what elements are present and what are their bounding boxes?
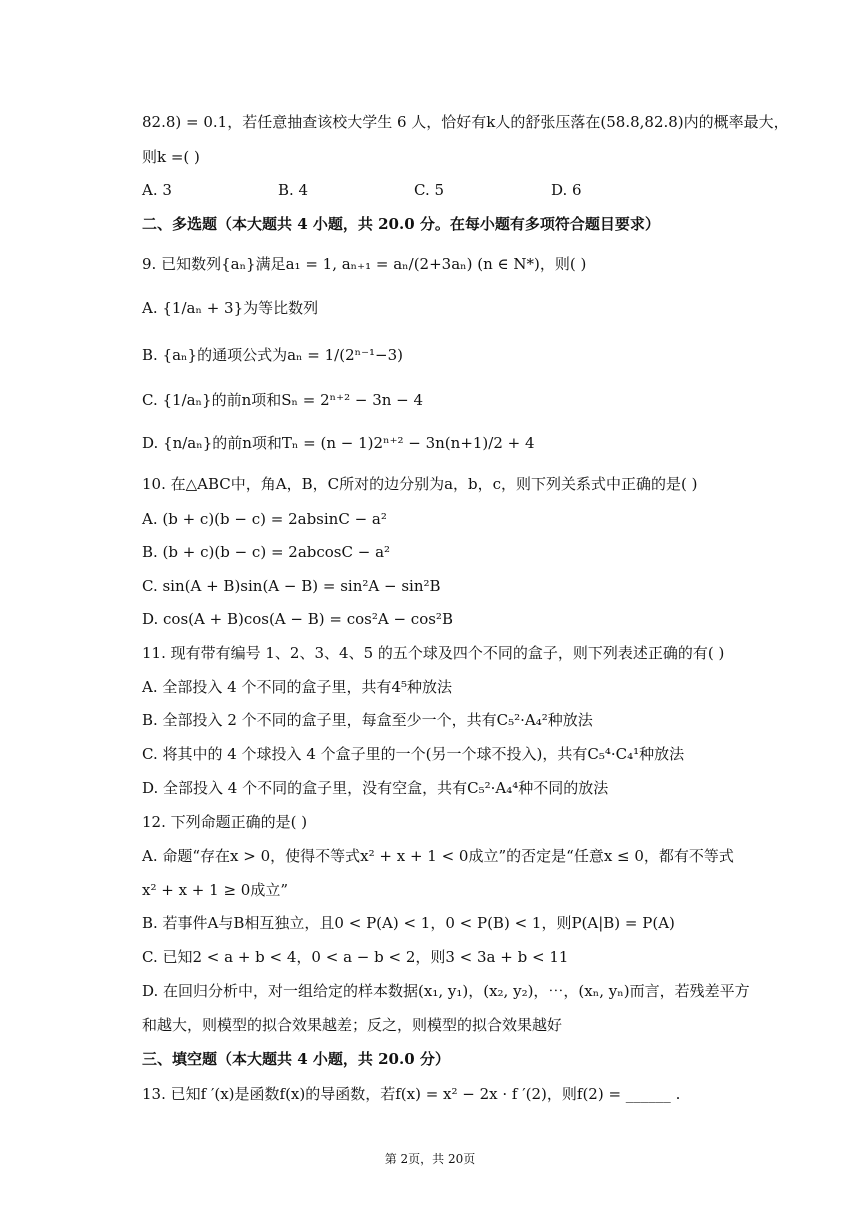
q8-stem-line1: 82.8) = 0.1，若任意抽查该校大学生 6 人，恰好有k人的舒张压落在(58.8,82.8)内的概率最大， bbox=[142, 113, 789, 131]
q10-option-c: C. sin(A + B)sin(A − B) = sin²A − sin²B bbox=[142, 577, 441, 595]
q12-stem: 12. 下列命题正确的是( ) bbox=[142, 813, 308, 831]
page-footer: 第 2页，共 20页 bbox=[384, 1152, 476, 1166]
section-fill-blank-heading: 三、填空题（本大题共 4 小题，共 20.0 分） bbox=[142, 1050, 450, 1068]
q8-stem-line2: 则k =( ) bbox=[142, 148, 200, 166]
q10-option-a: A. (b + c)(b − c) = 2absinC − a² bbox=[142, 510, 387, 528]
section-multiple-choice-heading: 二、多选题（本大题共 4 小题，共 20.0 分。在每小题有多项符合题目要求） bbox=[142, 215, 660, 233]
q8-option-c: C. 5 bbox=[414, 181, 445, 199]
q11-stem: 11. 现有带有编号 1、2、3、4、5 的五个球及四个不同的盒子，则下列表述正确的有( ) bbox=[142, 644, 725, 662]
q8-option-b: B. 4 bbox=[278, 181, 309, 199]
q12-option-a-line1: A. 命题“存在x > 0，使得不等式x² + x + 1 < 0成立”的否定是“任意x ≤ 0，都有不等式 bbox=[142, 847, 734, 865]
q10-stem: 10. 在△ABC中，角A，B，C所对的边分别为a，b，c，则下列关系式中正确的是( ) bbox=[142, 475, 698, 493]
q10-option-b: B. (b + c)(b − c) = 2abcosC − a² bbox=[142, 543, 391, 561]
q11-option-d: D. 全部投入 4 个不同的盒子里，没有空盒，共有C₅²·A₄⁴种不同的放法 bbox=[142, 779, 609, 797]
q9-option-d: D. {n/aₙ}的前n项和Tₙ = (n − 1)2ⁿ⁺² − 3n(n+1)/2 + 4 bbox=[142, 434, 535, 452]
q12-option-d-line2: 和越大，则模型的拟合效果越差；反之，则模型的拟合效果越好 bbox=[142, 1016, 563, 1034]
q8-option-d: D. 6 bbox=[551, 181, 582, 199]
q12-option-d-line1: D. 在回归分析中，对一组给定的样本数据(x₁, y₁)，(x₂, y₂)，⋯，(xₙ, yₙ)而言，若残差平方 bbox=[142, 982, 750, 1000]
q9-stem: 9. 已知数列{aₙ}满足a₁ = 1, aₙ₊₁ = aₙ/(2+3aₙ) (n ∈ N*)，则( ) bbox=[142, 255, 587, 273]
q8-option-a: A. 3 bbox=[142, 181, 172, 199]
q9-option-a: A. {1/aₙ + 3}为等比数列 bbox=[142, 299, 319, 317]
q11-option-a: A. 全部投入 4 个不同的盒子里，共有4⁵种放法 bbox=[142, 678, 453, 696]
q9-option-b: B. {aₙ}的通项公式为aₙ = 1/(2ⁿ⁻¹−3) bbox=[142, 346, 403, 364]
q9-option-c: C. {1/aₙ}的前n项和Sₙ = 2ⁿ⁺² − 3n − 4 bbox=[142, 391, 424, 409]
q13-stem: 13. 已知f ′(x)是函数f(x)的导函数，若f(x) = x² − 2x · f ′(2)，则f(2) = ______ . bbox=[142, 1085, 681, 1103]
q11-option-b: B. 全部投入 2 个不同的盒子里，每盒至少一个，共有C₅²·A₄²种放法 bbox=[142, 711, 593, 729]
q12-option-b: B. 若事件A与B相互独立，且0 < P(A) < 1，0 < P(B) < 1，则P(A|B) = P(A) bbox=[142, 914, 675, 932]
q12-option-a-line2: x² + x + 1 ≥ 0成立” bbox=[142, 881, 289, 899]
q11-option-c: C. 将其中的 4 个球投入 4 个盒子里的一个(另一个球不投入)，共有C₅⁴·C₄¹种放法 bbox=[142, 745, 685, 763]
q12-option-c: C. 已知2 < a + b < 4，0 < a − b < 2，则3 < 3a + b < 11 bbox=[142, 948, 569, 966]
q10-option-d: D. cos(A + B)cos(A − B) = cos²A − cos²B bbox=[142, 610, 453, 628]
